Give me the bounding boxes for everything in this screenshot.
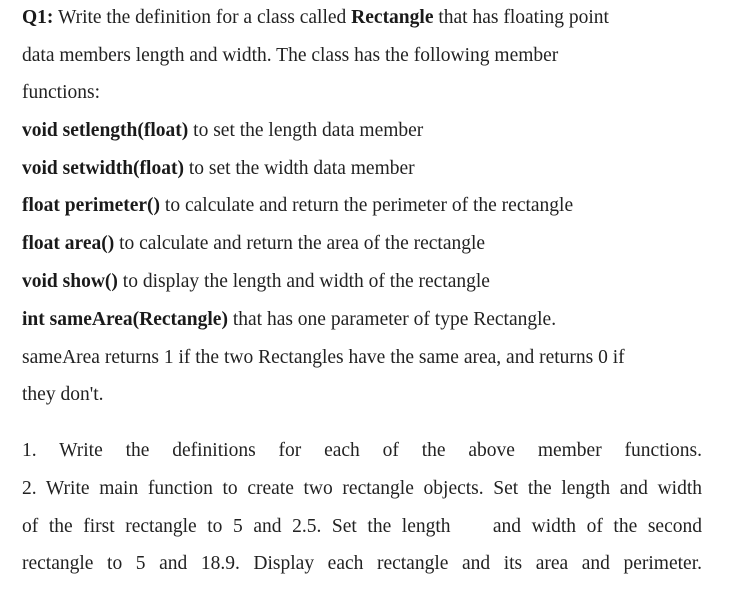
function-signature: int sameArea(Rectangle) (22, 309, 228, 330)
function-setlength (22, 119, 423, 143)
function-signature: float area() (22, 233, 115, 254)
function-show (22, 270, 490, 294)
intro-pre-text: Write the definition for a class called (53, 7, 352, 28)
function-setwidth (22, 157, 415, 181)
class-name: Rectangle (351, 7, 434, 28)
function-area (22, 232, 485, 256)
function-description: that has one parameter of type Rectangle. (227, 309, 557, 330)
function-signature: void show() (22, 271, 118, 292)
task-line-4: rectangle to 5 and 18.9. Display each rectangle and its area and perimeter. (22, 553, 702, 574)
function-description: to calculate and return the perimeter of the rectangle (160, 195, 574, 216)
function-description: to display the length and width of the rectangle (117, 271, 490, 292)
question-line-1 (22, 6, 609, 30)
question-label: Q1: (22, 7, 54, 28)
function-signature: void setwidth(float) (22, 158, 184, 179)
task-line-1: 1. Write the definitions for each of the above member functions. (22, 440, 702, 461)
question-line-2: data members length and width. The class has the following member (22, 45, 559, 66)
function-samearea (22, 308, 556, 332)
samearea-line-2: they don't. (22, 384, 104, 405)
task-line-2: 2. Write main function to create two rectangle objects. Set the length and width (22, 478, 702, 499)
function-signature: void setlength(float) (22, 120, 189, 141)
function-description: to set the width data member (183, 158, 415, 179)
function-description: to set the length data member (188, 120, 424, 141)
function-perimeter (22, 194, 573, 218)
samearea-line-1: sameArea returns 1 if the two Rectangles have the same area, and returns 0 if (22, 347, 625, 368)
intro-post-text: that has floating point (433, 7, 609, 28)
task-line-3: of the first rectangle to 5 and 2.5. Set the length and width of the second (22, 516, 702, 537)
question-line-3: functions: (22, 82, 100, 103)
function-signature: float perimeter() (22, 195, 161, 216)
function-description: to calculate and return the area of the rectangle (114, 233, 486, 254)
